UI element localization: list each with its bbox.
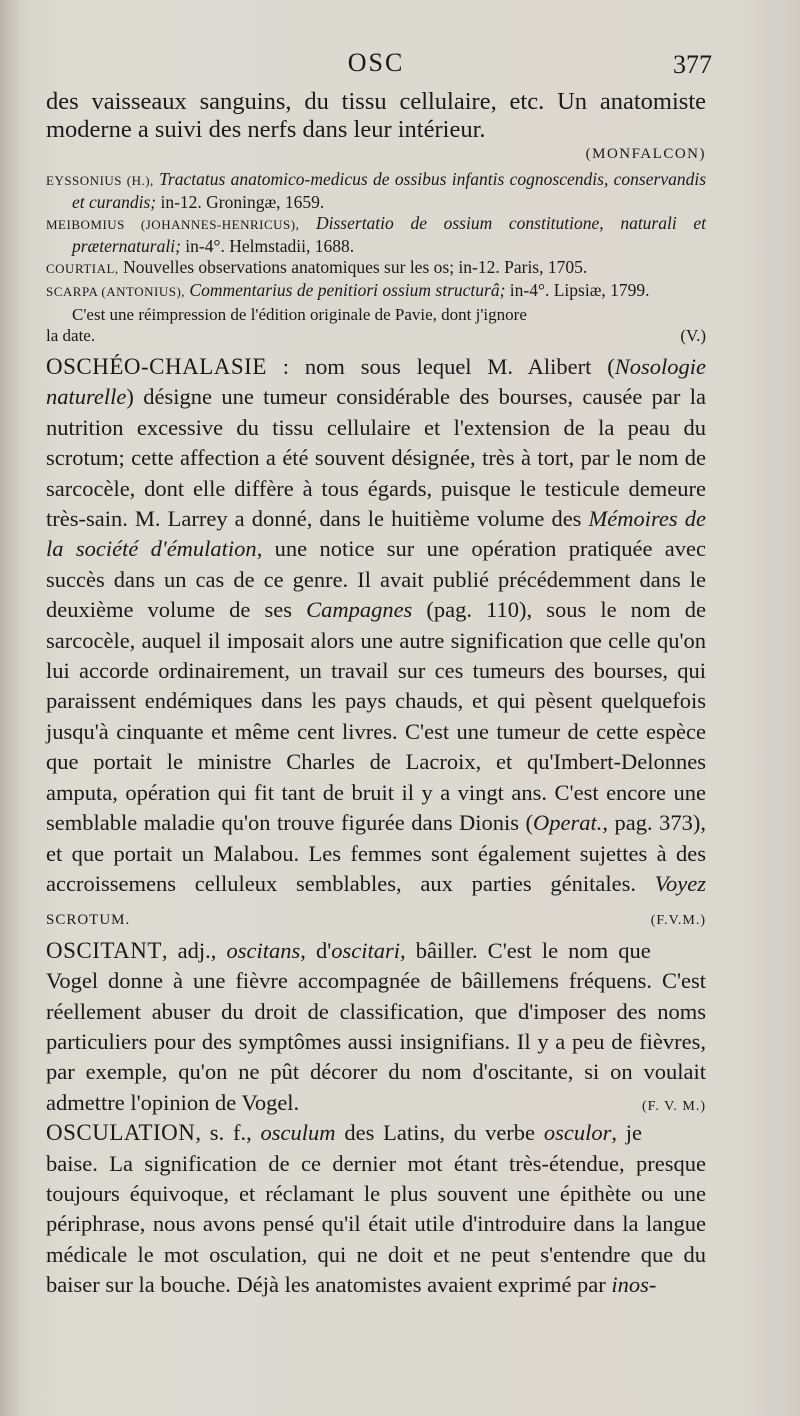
bib-title: Dissertatio de ossium constitutione, naturali et præternaturali; bbox=[72, 213, 706, 256]
bib-note-end bbox=[46, 325, 706, 346]
bib-imprint: in-12. Groningæ, 1659. bbox=[156, 191, 325, 212]
entry-italic: oscitari bbox=[331, 937, 401, 963]
entry-text: : nom sous lequel M. Alibert ( bbox=[266, 354, 615, 379]
entry-text: (pag. 110), sous le nom de sarcocèle, auquel il imposait alors une autre signification que celle qu'on lui accorde ordinairement, un travail sur ces tumeurs des bourses, qui paraissent endémiques dans les pays chauds, et qui pèsent quelquefois jusqu'à cinquante et même cent livres. C'est une tumeur de cette espèce que portait le ministre Charles de Lacroix, et qu'Imbert-Delonnes amputa, opération qui fit tant de bruit il y a vingt ans. C'est encore une semblable maladie qu'on trouve figurée dans Dionis ( bbox=[46, 597, 706, 836]
entry-italic: Campagnes bbox=[306, 597, 413, 623]
bib-title: Commentarius de penitiori ossium structurâ; bbox=[189, 279, 506, 300]
entry-crossref: SCROTUM. bbox=[46, 912, 131, 929]
intro-signature: (MONFALCON) bbox=[585, 146, 706, 162]
entry-italic: Mémoires de la société d'émulation bbox=[46, 506, 706, 562]
entry-italic: osculor bbox=[543, 1120, 612, 1146]
bib-note-signature: (V.) bbox=[680, 326, 706, 345]
bib-entry bbox=[46, 169, 706, 213]
bibliography bbox=[46, 169, 706, 302]
running-title: OSC bbox=[347, 48, 405, 77]
bib-imprint: in-4°. Lipsiæ, 1799. bbox=[505, 279, 650, 300]
entry-signature: (F.V.M.) bbox=[650, 913, 706, 929]
bib-entry bbox=[46, 213, 706, 257]
bib-imprint: Nouvelles observations anatomiques sur les os; in-12. Paris, 1705. bbox=[118, 257, 588, 277]
entry-italic: inos- bbox=[611, 1272, 657, 1298]
entry-oscheo-chalasie bbox=[46, 352, 706, 936]
entry-osculation bbox=[46, 1118, 706, 1300]
entry-text: ) désigne une tumeur considérable des bourses, causée par la nutrition excessive du tissu cellulaire et l'extension de la peau du scrotum; cette affection a été souvent désignée, très à tort, par le nom de sarcocèle, dont elle diffère à tous égards, puisque le testicule demeure très-sain. M. Larrey a donné, dans le huitième volume des bbox=[46, 384, 706, 532]
bib-author: COURTIAL, bbox=[46, 261, 119, 276]
entry-italic: Nosologie naturelle bbox=[46, 354, 706, 410]
bib-author: EYSSONIUS (H.), bbox=[46, 173, 154, 188]
entry-text: , s. f., bbox=[195, 1120, 261, 1146]
bib-title: Tractatus anatomico-medicus de ossibus infantis cognoscendis, conservandis et curandis; bbox=[72, 169, 707, 212]
bib-note: C'est une réimpression de l'édition originale de Pavie, dont j'ignore bbox=[72, 305, 527, 324]
entry-signature: (F. V. M.) bbox=[642, 1098, 706, 1114]
entry-text: , bâiller. C'est le nom que Vogel donne à une fièvre accompagnée de bâillemens fréquens. C'est réellement abuser du droit de classification, que d'imposer des noms particuliers pour des symptômes aussi insignifians. Il y a peu de fièvres, par exemple, qu'on ne pût décorer du nom d'oscitante, si on voulait admettre l'opinion de Vogel. bbox=[46, 937, 706, 1115]
bib-entry bbox=[46, 257, 706, 280]
entry-text: , d' bbox=[300, 937, 332, 963]
bib-note-last: la date. bbox=[46, 326, 96, 345]
running-header bbox=[46, 48, 712, 88]
entry-text: , une notice sur une opération pratiquée avec succès dans un cas de ce genre. Il avait publié précédemment dans le deuxième volume de ses bbox=[46, 536, 706, 623]
entry-italic: oscitans bbox=[226, 937, 301, 963]
bib-entry bbox=[46, 280, 706, 303]
bib-author: MEIBOMIUS (JOHANNES-HENRICUS), bbox=[46, 217, 300, 232]
entry-italic: osculum bbox=[260, 1120, 336, 1146]
text-column bbox=[46, 48, 712, 1301]
entry-text: des Latins, du verbe bbox=[335, 1120, 544, 1146]
entry-text: , pag. 373), et que portait un Malabou. Les femmes sont également sujettes à des accroissemens celluleux semblables, aux parties génitales. bbox=[46, 810, 707, 896]
intro-text: des vaisseaux sanguins, du tissu cellulaire, etc. Un anatomiste moderne a suivi des nerfs dans leur intérieur. bbox=[46, 88, 706, 143]
intro-paragraph bbox=[46, 88, 706, 144]
bib-author: SCARPA (ANTONIUS), bbox=[46, 283, 186, 299]
entry-oscitant bbox=[46, 936, 706, 1118]
entry-headword: OSCULATION bbox=[46, 1120, 196, 1146]
entry-italic: Operat. bbox=[533, 810, 603, 836]
page-number: 377 bbox=[673, 50, 712, 79]
entry-text: , je baise. La signification de ce dernier mot étant très-étendue, presque toujours équivoque, et réclamant le plus souvent une épithète ou une périphrase, nous avons pensé qu'il était utile d'introduire dans la langue médicale le mot osculation, qui ne doit et ne peut s'entendre que du baiser sur la bouche. Déjà les anatomistes avaient exprimé par bbox=[46, 1120, 706, 1298]
entry-italic: Voyez bbox=[654, 870, 706, 896]
entry-headword: OSCITANT bbox=[46, 937, 162, 963]
bib-imprint: in-4°. Helmstadii, 1688. bbox=[180, 235, 355, 256]
entry-text: , adj., bbox=[161, 937, 227, 963]
entry-headword: OSCHÉO-CHALASIE bbox=[46, 354, 267, 379]
